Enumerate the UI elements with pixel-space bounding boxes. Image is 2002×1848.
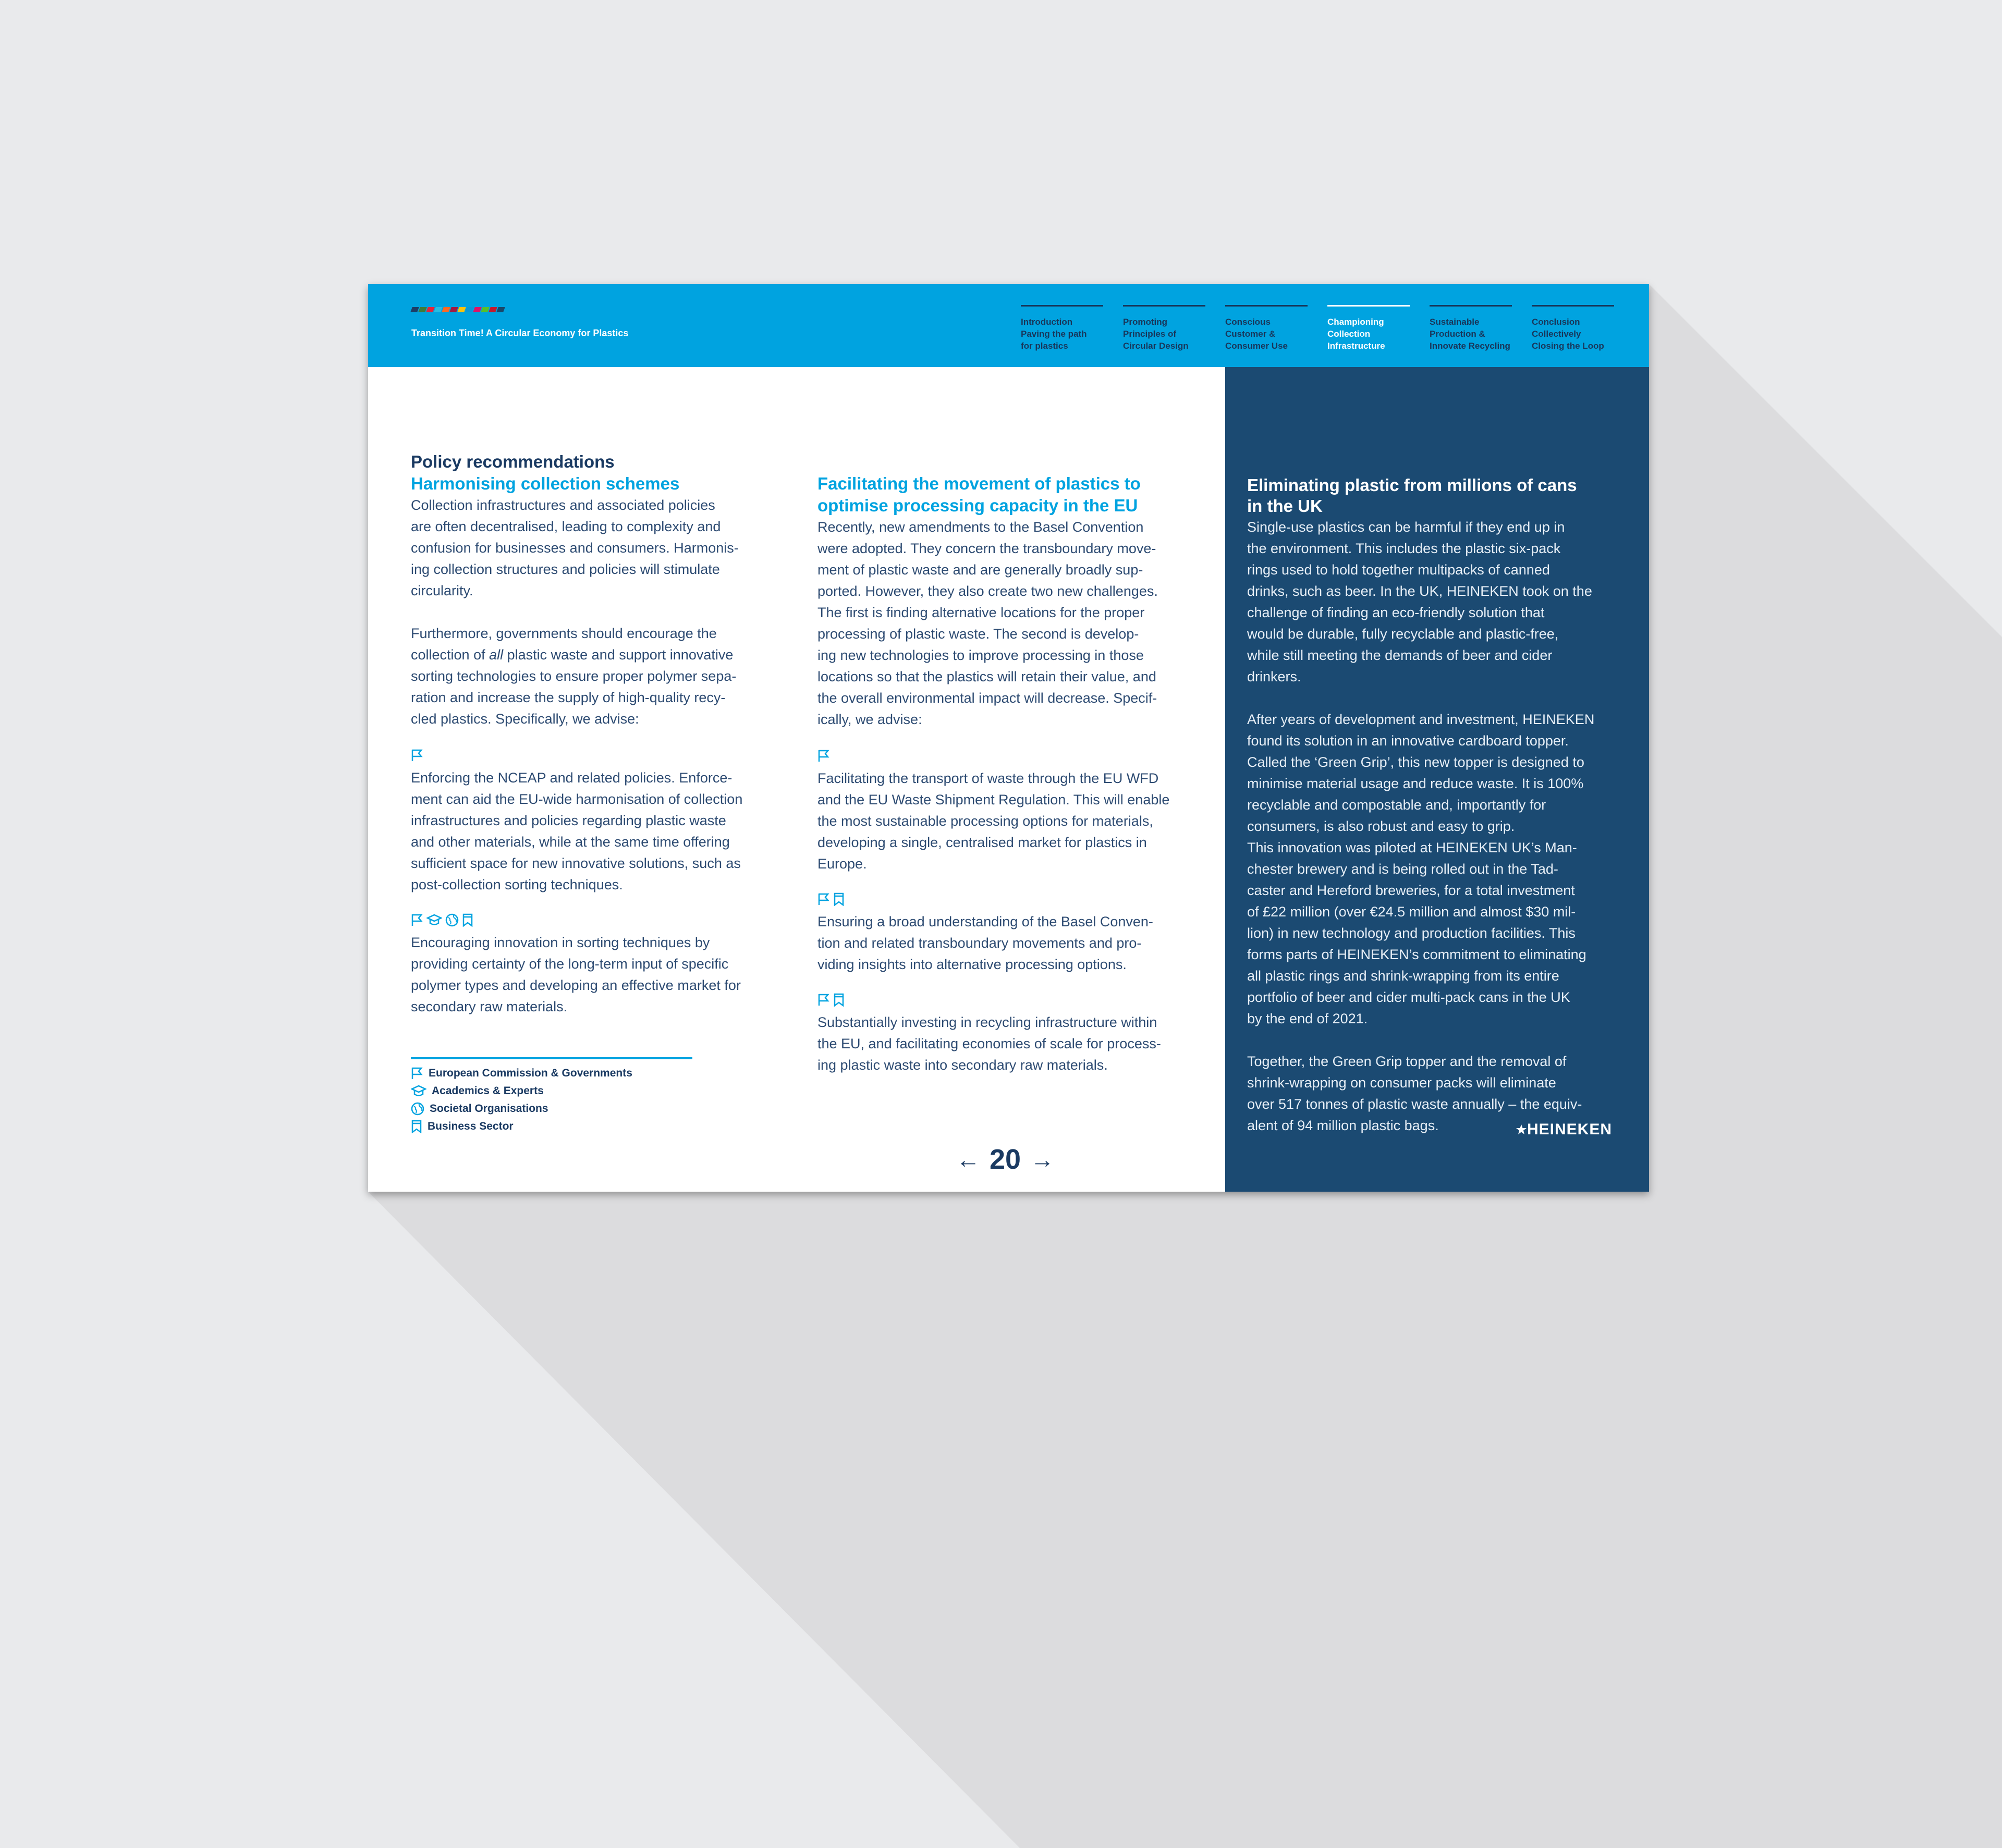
color-stripe bbox=[442, 307, 450, 312]
text-line: of £22 million (over €24.5 million and almost $30 mil- bbox=[1247, 904, 1576, 920]
text-line: the EU, and facilitating economies of scale for process- bbox=[817, 1036, 1161, 1051]
legend-label: European Commission & Governments bbox=[429, 1067, 632, 1079]
nav-item-label-line: Innovate Recycling bbox=[1430, 341, 1510, 351]
nav-item-label-line: Infrastructure bbox=[1327, 341, 1385, 351]
text-line: collection of all plastic waste and support innovative bbox=[411, 647, 734, 663]
text-line: ing plastic waste into secondary raw materials. bbox=[817, 1057, 1108, 1073]
text-line: ing collection structures and policies will stimulate bbox=[411, 561, 720, 577]
text-line: Single-use plastics can be harmful if they end up in bbox=[1247, 519, 1565, 535]
nav-item-label-line: Consumer Use bbox=[1225, 341, 1288, 351]
stakeholder-icons bbox=[817, 891, 1203, 907]
legend-item bbox=[411, 1082, 632, 1100]
middle-column bbox=[817, 473, 1203, 1076]
text-line: polymer types and developing an effective market for bbox=[411, 977, 741, 993]
globe-icon bbox=[411, 1102, 424, 1116]
case-study-heading-line: in the UK bbox=[1247, 496, 1323, 516]
text-line: sufficient space for new innovative solutions, such as bbox=[411, 855, 741, 871]
text-line: Recently, new amendments to the Basel Convention bbox=[817, 519, 1144, 535]
nav-item-label-line: Closing the Loop bbox=[1532, 341, 1604, 351]
case-study-content bbox=[1247, 475, 1622, 1136]
nav-item-label-line: Circular Design bbox=[1123, 341, 1189, 351]
text-line: This innovation was piloted at HEINEKEN UK’s Man- bbox=[1247, 840, 1577, 855]
text-line: minimise material usage and reduce waste. It is 100% bbox=[1247, 776, 1584, 791]
nav-item-circular-design[interactable] bbox=[1123, 305, 1205, 352]
text-line: are often decentralised, leading to complexity and bbox=[411, 519, 721, 534]
legend-label: Academics & Experts bbox=[432, 1085, 544, 1097]
legend-label: Societal Organisations bbox=[430, 1103, 548, 1115]
text-line: secondary raw materials. bbox=[411, 999, 568, 1014]
text-line: found its solution in an innovative cardboard topper. bbox=[1247, 733, 1569, 749]
text-line: providing certainty of the long-term input of specific bbox=[411, 956, 729, 972]
text-line: and the EU Waste Shipment Regulation. This will enable bbox=[817, 792, 1170, 807]
bookmark-icon bbox=[833, 892, 845, 906]
text-line: all plastic rings and shrink-wrapping from its entire bbox=[1247, 968, 1559, 984]
text-line: circularity. bbox=[411, 583, 473, 598]
color-stripe bbox=[426, 307, 435, 312]
stakeholder-legend bbox=[411, 1064, 632, 1135]
text-line: lion) in new technology and production facilities. This bbox=[1247, 925, 1576, 941]
text-line: confusion for businesses and consumers. Harmonis- bbox=[411, 540, 739, 556]
text-line: rings used to hold together multipacks of canned bbox=[1247, 562, 1550, 578]
intro-paragraph bbox=[411, 495, 791, 602]
text-line: the most sustainable processing options for materials, bbox=[817, 813, 1153, 829]
page-header bbox=[368, 284, 1649, 367]
text-line: drinkers. bbox=[1247, 669, 1301, 684]
nav-item-label-line: Championing bbox=[1327, 317, 1384, 327]
nav-item-label-line: Conscious bbox=[1225, 317, 1271, 327]
text-line: and other materials, while at the same time offering bbox=[411, 834, 730, 850]
nav-item-introduction[interactable] bbox=[1021, 305, 1103, 352]
text-line: Furthermore, governments should encourage the bbox=[411, 626, 717, 641]
nav-item-label-line: for plastics bbox=[1021, 341, 1068, 351]
text-line: caster and Hereford breweries, for a total investment bbox=[1247, 883, 1575, 898]
next-page-arrow-icon[interactable]: → bbox=[1030, 1146, 1055, 1173]
text-line: Facilitating the transport of waste through the EU WFD bbox=[817, 770, 1159, 786]
flag-icon bbox=[411, 913, 423, 927]
stakeholder-icons bbox=[817, 992, 1203, 1008]
text-line: After years of development and investment, HEINEKEN bbox=[1247, 712, 1595, 727]
legend-item bbox=[411, 1118, 632, 1135]
nav-item-label-line: Collection bbox=[1327, 329, 1371, 339]
legend-divider bbox=[411, 1057, 692, 1059]
text-line: post-collection sorting techniques. bbox=[411, 877, 623, 892]
section-heading-line: Facilitating the movement of plastics to bbox=[817, 474, 1141, 493]
legend-item bbox=[411, 1064, 632, 1082]
text-line: The first is finding alternative locations for the proper bbox=[817, 605, 1145, 620]
text-line: shrink-wrapping on consumer packs will eliminate bbox=[1247, 1075, 1556, 1091]
text-line: ported. However, they also create two new challenges. bbox=[817, 583, 1158, 599]
text-line: ing new technologies to improve processing in those bbox=[817, 647, 1144, 663]
nav-item-label-line: Principles of bbox=[1123, 329, 1177, 339]
nav-item-conclusion[interactable] bbox=[1532, 305, 1614, 352]
nav-item-label-line: Production & bbox=[1430, 329, 1485, 339]
color-stripe bbox=[418, 307, 427, 312]
graduation-cap-icon bbox=[411, 1084, 426, 1098]
flag-icon bbox=[817, 993, 830, 1007]
nav-item-label-line: Sustainable bbox=[1430, 317, 1480, 327]
section-heading-line: optimise processing capacity in the EU bbox=[817, 496, 1138, 515]
section-subheading: Harmonising collection schemes bbox=[411, 474, 680, 493]
recommendation-item bbox=[411, 932, 791, 1018]
graduation-cap-icon bbox=[426, 913, 442, 927]
bookmark-icon bbox=[462, 913, 473, 927]
text-line: Enforcing the NCEAP and related policies. Enforce- bbox=[411, 770, 733, 786]
text-line: consumers, is also robust and easy to grip. bbox=[1247, 818, 1515, 834]
text-line: Encouraging innovation in sorting techniques by bbox=[411, 935, 710, 950]
bookmark-icon bbox=[411, 1120, 422, 1133]
text-line: ment can aid the EU-wide harmonisation of collection bbox=[411, 791, 743, 807]
text-line: over 517 tonnes of plastic waste annually – the equiv- bbox=[1247, 1096, 1582, 1112]
color-stripe bbox=[481, 307, 490, 312]
advice-paragraph bbox=[411, 623, 791, 730]
recommendation-item bbox=[817, 911, 1203, 975]
stakeholder-icons bbox=[411, 748, 791, 763]
logo-wordmark: HEINEKEN bbox=[1527, 1121, 1613, 1138]
nav-item-collection-infrastructure[interactable] bbox=[1327, 305, 1410, 352]
flag-icon bbox=[411, 749, 423, 762]
nav-item-label-line: Paving the path bbox=[1021, 329, 1087, 339]
nav-item-label-line: Collectively bbox=[1532, 329, 1581, 339]
text-line: ically, we advise: bbox=[817, 712, 922, 727]
sdg-color-stripes bbox=[411, 307, 505, 312]
prev-page-arrow-icon[interactable]: ← bbox=[956, 1146, 980, 1173]
flag-icon bbox=[817, 749, 830, 763]
left-column bbox=[411, 451, 791, 1018]
color-stripe bbox=[496, 307, 505, 312]
text-line: Ensuring a broad understanding of the Basel Conven- bbox=[817, 914, 1153, 929]
text-line: recyclable and compostable and, importantly for bbox=[1247, 797, 1546, 813]
text-line: alent of 94 million plastic bags. bbox=[1247, 1118, 1439, 1133]
star-icon bbox=[1516, 1124, 1527, 1135]
globe-icon bbox=[445, 913, 459, 927]
bookmark-icon bbox=[833, 993, 845, 1007]
flag-icon bbox=[411, 1067, 423, 1080]
page-navigation bbox=[956, 1143, 1054, 1176]
color-stripe bbox=[489, 307, 497, 312]
text-line: ration and increase the supply of high-quality recy- bbox=[411, 690, 726, 705]
legend-label: Business Sector bbox=[428, 1120, 514, 1132]
nav-item-label-line: Conclusion bbox=[1532, 317, 1580, 327]
text-line: Called the ‘Green Grip’, this new topper is designed to bbox=[1247, 754, 1584, 770]
text-line: the environment. This includes the plastic six-pack bbox=[1247, 541, 1561, 556]
case-study-paragraph bbox=[1247, 517, 1622, 688]
text-line: challenge of finding an eco-friendly solution that bbox=[1247, 605, 1545, 620]
text-line: Substantially investing in recycling infrastructure within bbox=[817, 1014, 1157, 1030]
text-line: infrastructures and policies regarding plastic waste bbox=[411, 813, 726, 828]
text-line: Together, the Green Grip topper and the removal of bbox=[1247, 1054, 1567, 1069]
text-line: chester brewery and is being rolled out in the Tad- bbox=[1247, 861, 1558, 877]
nav-item-consumer-use[interactable] bbox=[1225, 305, 1308, 352]
text-line: were adopted. They concern the transboundary move- bbox=[817, 541, 1156, 556]
intro-paragraph bbox=[817, 517, 1203, 730]
flag-icon bbox=[817, 892, 830, 906]
document-page bbox=[368, 284, 1649, 1192]
text-line: drinks, such as beer. In the UK, HEINEKEN took on the bbox=[1247, 583, 1592, 599]
nav-item-label-line: Promoting bbox=[1123, 317, 1167, 327]
legend-item bbox=[411, 1100, 632, 1118]
text-line: would be durable, fully recyclable and plastic-free, bbox=[1247, 626, 1559, 642]
nav-item-label-line: Customer & bbox=[1225, 329, 1276, 339]
recommendation-item bbox=[411, 767, 791, 896]
color-stripe bbox=[473, 307, 482, 312]
policy-heading: Policy recommendations bbox=[411, 452, 615, 471]
text-line: Europe. bbox=[817, 856, 867, 872]
page-number: 20 bbox=[990, 1144, 1021, 1175]
text-line: Collection infrastructures and associated policies bbox=[411, 497, 715, 513]
color-stripe bbox=[434, 307, 443, 312]
text-line: portfolio of beer and cider multi-pack cans in the UK bbox=[1247, 989, 1570, 1005]
nav-item-label-line: Introduction bbox=[1021, 317, 1073, 327]
text-line: by the end of 2021. bbox=[1247, 1011, 1368, 1026]
color-stripe bbox=[449, 307, 458, 312]
recommendation-item bbox=[817, 768, 1203, 875]
nav-item-innovate-recycling[interactable] bbox=[1430, 305, 1512, 352]
text-line: the overall environmental impact will decrease. Specif- bbox=[817, 690, 1157, 706]
text-line: developing a single, centralised market for plastics in bbox=[817, 835, 1147, 850]
case-study-sidebar bbox=[1225, 367, 1649, 1192]
color-stripe bbox=[457, 307, 466, 312]
stakeholder-icons bbox=[817, 748, 1203, 764]
text-line: forms parts of HEINEKEN’s commitment to eliminating bbox=[1247, 947, 1586, 962]
text-line: processing of plastic waste. The second is develop- bbox=[817, 626, 1139, 642]
section-nav bbox=[1021, 305, 1634, 352]
color-stripe bbox=[410, 307, 419, 312]
text-line: tion and related transboundary movements and pro- bbox=[817, 935, 1142, 951]
document-title: Transition Time! A Circular Economy for Plastics bbox=[411, 328, 629, 338]
heineken-logo bbox=[1516, 1121, 1612, 1139]
text-line: cled plastics. Specifically, we advise: bbox=[411, 711, 639, 727]
text-line: ment of plastic waste and are generally broadly sup- bbox=[817, 562, 1143, 578]
text-line: locations so that the plastics will retain their value, and bbox=[817, 669, 1156, 684]
case-study-paragraph bbox=[1247, 709, 1622, 1030]
color-stripe bbox=[465, 307, 474, 312]
recommendation-item bbox=[817, 1012, 1203, 1076]
text-line: while still meeting the demands of beer and cider bbox=[1247, 647, 1553, 663]
text-line: sorting technologies to ensure proper polymer sepa- bbox=[411, 668, 737, 684]
case-study-heading-line: Eliminating plastic from millions of cans bbox=[1247, 475, 1577, 495]
stakeholder-icons bbox=[411, 912, 791, 928]
text-line: viding insights into alternative processing options. bbox=[817, 957, 1127, 972]
